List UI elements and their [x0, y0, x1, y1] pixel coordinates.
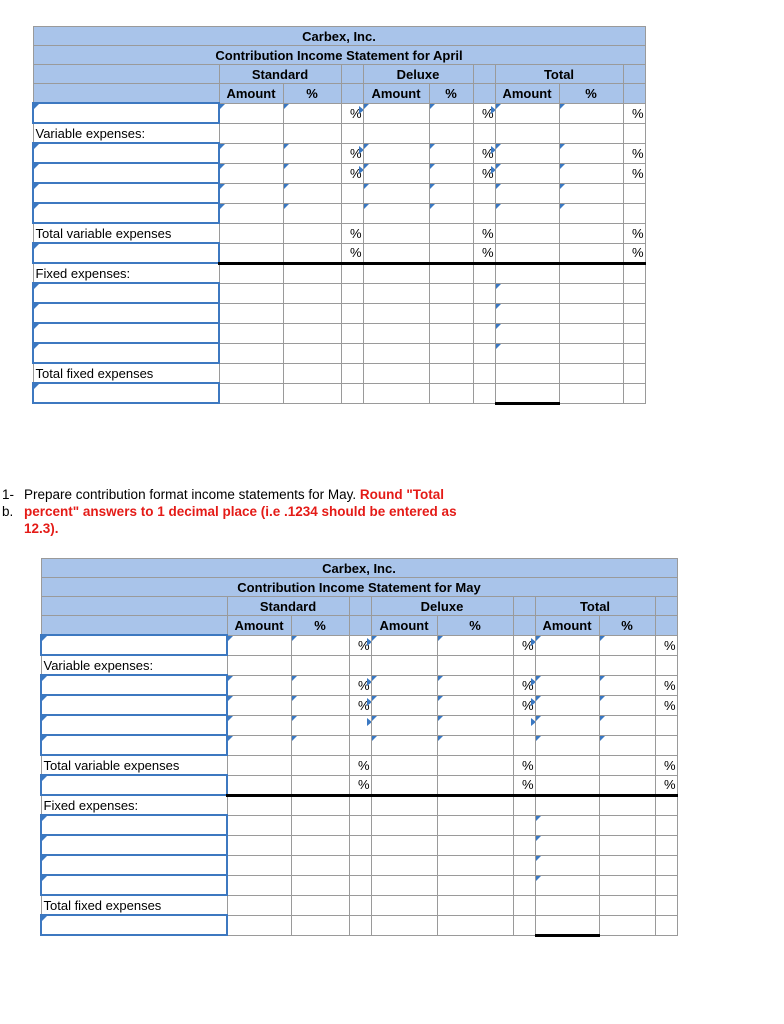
pct-sign: % — [623, 103, 645, 123]
fixed-expense-label-input[interactable] — [41, 855, 227, 875]
pct-sign: % — [655, 675, 677, 695]
pct-sign: % — [349, 775, 371, 795]
standard-amount-input[interactable] — [219, 203, 283, 223]
total-fixed-amount-input[interactable] — [495, 303, 559, 323]
total-fixed-amount-input[interactable] — [495, 323, 559, 343]
col-pct: % — [291, 616, 349, 636]
fixed-expense-label-input[interactable] — [41, 835, 227, 855]
deluxe-amount-input[interactable] — [371, 735, 437, 755]
instruction-text: Prepare contribution format income statements for May. — [24, 487, 357, 502]
company-name: Carbex, Inc. — [41, 559, 677, 578]
pct-sign: % — [623, 143, 645, 163]
pct-sign: % — [341, 103, 363, 123]
deluxe-amount-input[interactable] — [371, 635, 437, 655]
variable-expense-label-input[interactable] — [41, 735, 227, 755]
pct-sign: % — [513, 635, 535, 655]
col-deluxe: Deluxe — [363, 65, 473, 84]
variable-expense-label-input[interactable] — [41, 675, 227, 695]
col-pct: % — [429, 84, 473, 104]
col-deluxe: Deluxe — [371, 597, 513, 616]
col-total: Total — [495, 65, 623, 84]
pct-sign: % — [655, 775, 677, 795]
col-amount: Amount — [495, 84, 559, 104]
total-fixed-amount-input[interactable] — [495, 283, 559, 303]
deluxe-pct-input[interactable] — [429, 103, 473, 123]
total-fixed-amount-input[interactable] — [535, 875, 599, 895]
col-standard: Standard — [227, 597, 349, 616]
col-standard: Standard — [219, 65, 341, 84]
fixed-expenses-label: Fixed expenses: — [41, 795, 227, 815]
total-pct-input[interactable] — [559, 143, 623, 163]
pct-sign: % — [473, 163, 495, 183]
fixed-expense-label-input[interactable] — [33, 283, 219, 303]
deluxe-pct-input[interactable] — [437, 715, 513, 735]
fixed-expense-label-input[interactable] — [33, 343, 219, 363]
rounding-note-cont: percent" answers to 1 decimal place (i.e .1234 should be entered as — [24, 504, 457, 519]
total-fixed-expenses-label: Total fixed expenses — [41, 895, 227, 915]
rounding-note: Round "Total — [359, 487, 445, 502]
standard-pct-input[interactable] — [291, 695, 349, 715]
deluxe-amount-input[interactable] — [363, 163, 429, 183]
deluxe-pct-input[interactable] — [429, 183, 473, 203]
total-amount-input[interactable] — [495, 163, 559, 183]
total-pct-input[interactable] — [559, 183, 623, 203]
variable-expense-label-input[interactable] — [33, 163, 219, 183]
pct-sign: % — [473, 103, 495, 123]
pct-sign: % — [349, 755, 371, 775]
col-amount: Amount — [219, 84, 283, 104]
pct-sign: % — [341, 243, 363, 263]
pct-sign: % — [473, 143, 495, 163]
instructions — [2, 486, 532, 537]
sales-label-input[interactable] — [41, 635, 227, 655]
total-pct-input[interactable] — [559, 203, 623, 223]
pct-sign: % — [655, 635, 677, 655]
total-fixed-expenses-label: Total fixed expenses — [33, 363, 219, 383]
col-amount: Amount — [535, 616, 599, 636]
standard-pct-input[interactable] — [283, 183, 341, 203]
standard-pct-input[interactable] — [291, 735, 349, 755]
standard-amount-input[interactable] — [227, 675, 291, 695]
part-number: 1- — [2, 487, 15, 502]
variable-expenses-label: Variable expenses: — [41, 655, 227, 675]
deluxe-pct-input[interactable] — [429, 203, 473, 223]
deluxe-pct-input[interactable] — [429, 163, 473, 183]
variable-expense-label-input[interactable] — [41, 715, 227, 735]
standard-amount-input[interactable] — [219, 143, 283, 163]
total-fixed-amount-input[interactable] — [535, 835, 599, 855]
pct-sign: % — [513, 695, 535, 715]
pct-sign: % — [341, 223, 363, 243]
total-pct-input[interactable] — [599, 695, 655, 715]
part-letter: b. — [2, 504, 14, 519]
total-amount-input[interactable] — [535, 635, 599, 655]
fixed-expense-label-input[interactable] — [41, 875, 227, 895]
deluxe-amount-input[interactable] — [363, 183, 429, 203]
standard-pct-input[interactable] — [283, 203, 341, 223]
may-statement — [40, 558, 678, 937]
total-fixed-amount-input[interactable] — [535, 815, 599, 835]
deluxe-amount-input[interactable] — [363, 203, 429, 223]
total-pct-input[interactable] — [599, 715, 655, 735]
rounding-note-end: 12.3). — [24, 521, 59, 536]
total-fixed-amount-input[interactable] — [535, 855, 599, 875]
total-pct-input[interactable] — [559, 103, 623, 123]
pct-sign: % — [349, 675, 371, 695]
total-variable-expenses-label: Total variable expenses — [41, 755, 227, 775]
standard-pct-input[interactable] — [283, 103, 341, 123]
total-pct-input[interactable] — [599, 635, 655, 655]
deluxe-amount-input[interactable] — [371, 695, 437, 715]
standard-pct-input[interactable] — [291, 635, 349, 655]
total-amount-input[interactable] — [495, 203, 559, 223]
col-amount: Amount — [363, 84, 429, 104]
pct-sign: % — [341, 163, 363, 183]
pct-sign: % — [473, 243, 495, 263]
total-amount-input[interactable] — [535, 735, 599, 755]
pct-sign: % — [623, 163, 645, 183]
pct-sign: % — [655, 695, 677, 715]
standard-amount-input[interactable] — [227, 635, 291, 655]
deluxe-pct-input[interactable] — [429, 143, 473, 163]
standard-amount-input[interactable] — [227, 735, 291, 755]
fixed-expenses-label: Fixed expenses: — [33, 263, 219, 283]
may-table — [40, 558, 678, 937]
col-pct: % — [283, 84, 341, 104]
total-fixed-amount-input[interactable] — [495, 343, 559, 363]
standard-amount-input[interactable] — [219, 163, 283, 183]
standard-amount-input[interactable] — [227, 695, 291, 715]
col-pct: % — [559, 84, 623, 104]
col-pct: % — [599, 616, 655, 636]
april-table — [32, 26, 646, 405]
standard-pct-input[interactable] — [291, 715, 349, 735]
net-income-label-input[interactable] — [41, 915, 227, 935]
total-amount-input[interactable] — [495, 183, 559, 203]
deluxe-pct-input[interactable] — [437, 675, 513, 695]
standard-amount-input[interactable] — [219, 103, 283, 123]
standard-pct-input[interactable] — [283, 163, 341, 183]
variable-expenses-label: Variable expenses: — [33, 123, 219, 143]
fixed-expense-label-input[interactable] — [33, 323, 219, 343]
col-total: Total — [535, 597, 655, 616]
variable-expense-label-input[interactable] — [33, 183, 219, 203]
total-amount-input[interactable] — [535, 675, 599, 695]
total-amount-input[interactable] — [495, 143, 559, 163]
deluxe-amount-input[interactable] — [363, 143, 429, 163]
deluxe-pct-input[interactable] — [437, 735, 513, 755]
col-amount: Amount — [227, 616, 291, 636]
total-amount-input[interactable] — [495, 103, 559, 123]
pct-sign: % — [513, 755, 535, 775]
total-amount-input[interactable] — [535, 715, 599, 735]
net-income-label-input[interactable] — [33, 383, 219, 403]
april-statement — [32, 26, 646, 405]
deluxe-pct-input[interactable] — [437, 695, 513, 715]
total-pct-input[interactable] — [599, 735, 655, 755]
deluxe-pct-input[interactable] — [437, 635, 513, 655]
total-pct-input[interactable] — [559, 163, 623, 183]
statement-title: Contribution Income Statement for April — [33, 46, 645, 65]
pct-sign: % — [513, 675, 535, 695]
variable-expense-label-input[interactable] — [41, 695, 227, 715]
contribution-margin-label-input[interactable] — [41, 775, 227, 795]
standard-pct-input[interactable] — [291, 675, 349, 695]
standard-amount-input[interactable] — [227, 715, 291, 735]
standard-pct-input[interactable] — [283, 143, 341, 163]
sales-label-input[interactable] — [33, 103, 219, 123]
variable-expense-label-input[interactable] — [33, 143, 219, 163]
col-amount: Amount — [371, 616, 437, 636]
contribution-margin-label-input[interactable] — [33, 243, 219, 263]
pct-sign: % — [513, 775, 535, 795]
deluxe-amount-input[interactable] — [363, 103, 429, 123]
pct-sign: % — [349, 635, 371, 655]
pct-sign: % — [655, 755, 677, 775]
pct-sign: % — [623, 223, 645, 243]
fixed-expense-label-input[interactable] — [33, 303, 219, 323]
total-pct-input[interactable] — [599, 675, 655, 695]
pct-sign: % — [473, 223, 495, 243]
pct-sign: % — [623, 243, 645, 263]
col-pct: % — [437, 616, 513, 636]
pct-sign: % — [349, 695, 371, 715]
company-name: Carbex, Inc. — [33, 27, 645, 46]
total-variable-expenses-label: Total variable expenses — [33, 223, 219, 243]
statement-title: Contribution Income Statement for May — [41, 578, 677, 597]
pct-sign: % — [341, 143, 363, 163]
fixed-expense-label-input[interactable] — [41, 815, 227, 835]
deluxe-amount-input[interactable] — [371, 675, 437, 695]
variable-expense-label-input[interactable] — [33, 203, 219, 223]
standard-amount-input[interactable] — [219, 183, 283, 203]
deluxe-amount-input[interactable] — [371, 715, 437, 735]
total-amount-input[interactable] — [535, 695, 599, 715]
